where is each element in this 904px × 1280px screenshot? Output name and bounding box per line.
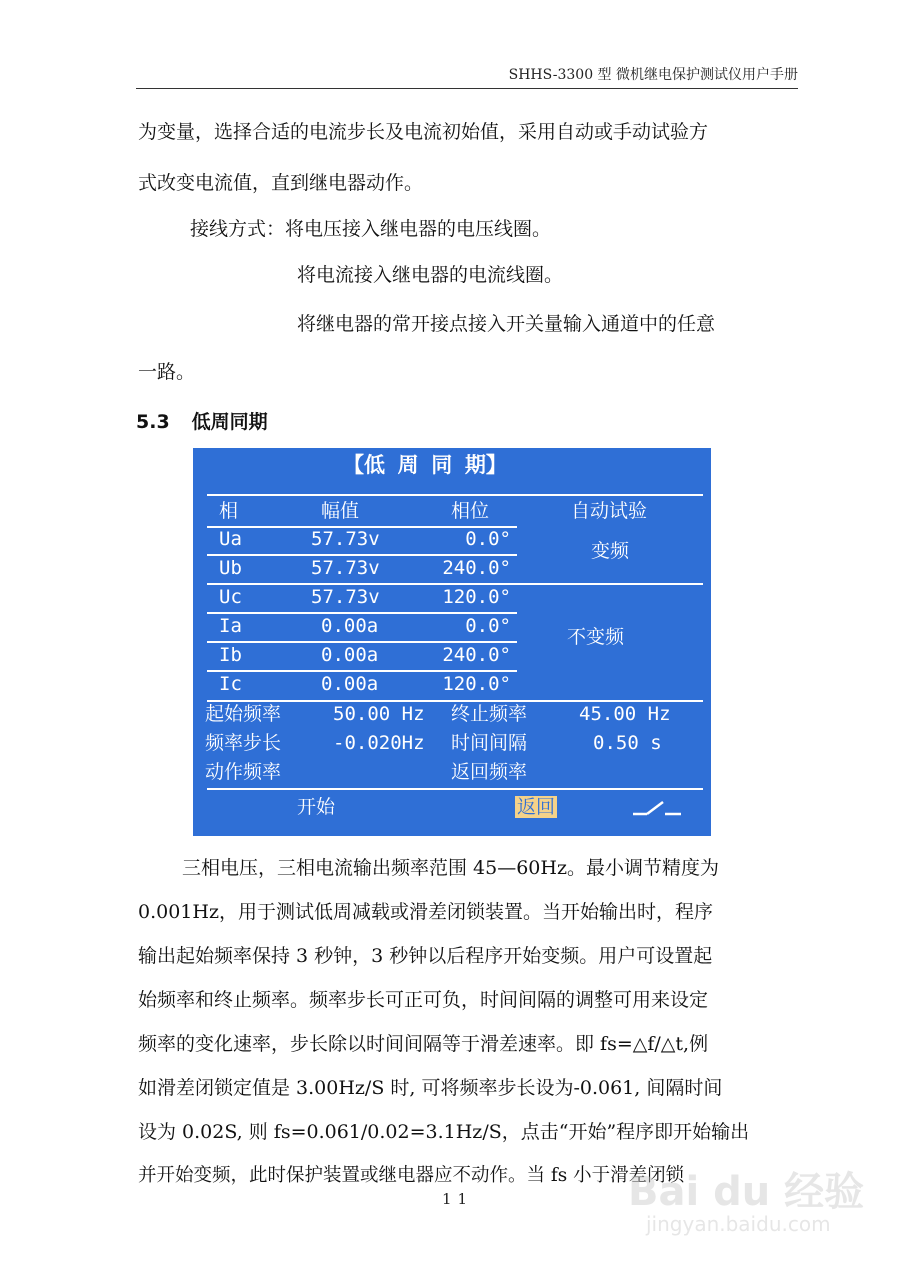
- section-title: 低周同期: [191, 411, 268, 433]
- end-freq-value[interactable]: 45.00 Hz: [579, 703, 671, 725]
- baidu-watermark: [628, 1160, 865, 1250]
- header-phase: 相: [219, 500, 239, 522]
- row-amplitude-ib[interactable]: 0.00a: [321, 644, 379, 666]
- interval-value[interactable]: 0.50 s: [593, 732, 662, 754]
- section-number: 5.3: [136, 411, 170, 433]
- mode-vary-freq[interactable]: 变频: [591, 540, 630, 562]
- row-angle-ub[interactable]: 240.0°: [442, 557, 511, 579]
- body-line-5: 频率的变化速率，步长除以时间间隔等于滑差速率。即 fs=△f/△t,例: [138, 1033, 709, 1055]
- wiring-line-1: 接线方式：将电压接入继电器的电压线圈。: [190, 218, 552, 240]
- divider: [207, 700, 703, 702]
- header-amplitude: 幅值: [321, 500, 360, 522]
- step-value[interactable]: -0.020Hz: [333, 732, 425, 754]
- screen-title: 【低 周 同 期】: [343, 453, 507, 477]
- body-line-2: 0.001Hz，用于测试低周减载或滑差闭锁装置。当开始输出时，程序: [138, 901, 713, 923]
- page-header: SHHS-3300 型 微机继电保护测试仪用户手册: [136, 64, 798, 89]
- wiring-line-3: 将继电器的常开接点接入开关量输入通道中的任意: [297, 313, 716, 335]
- body-line-6: 如滑差闭锁定值是 3.00Hz/S 时, 可将频率步长设为-0.061, 间隔时间: [138, 1077, 723, 1099]
- body-line-3: 输出起始频率保持 3 秒钟，3 秒钟以后程序开始变频。用户可设置起: [138, 945, 713, 967]
- body-line-4: 始频率和终止频率。频率步长可正可负，时间间隔的调整可用来设定: [138, 989, 709, 1011]
- divider: [207, 670, 517, 672]
- row-phase-ub: Ub: [219, 557, 242, 579]
- intro-line-1: 为变量，选择合适的电流步长及电流初始值，采用自动或手动试验方: [138, 121, 709, 143]
- divider: [207, 641, 517, 643]
- body-line-8: 并开始变频，此时保护装置或继电器应不动作。当 fs 小于滑差闭锁: [138, 1165, 685, 1186]
- watermark-brand: Bai du 经验: [628, 1169, 865, 1215]
- divider: [207, 554, 517, 556]
- start-freq-label: 起始频率: [205, 703, 282, 725]
- row-amplitude-ic[interactable]: 0.00a: [321, 673, 379, 695]
- row-phase-ua: Ua: [219, 528, 242, 550]
- wiring-line-4: 一路。: [138, 361, 196, 383]
- page-number: 11: [442, 1190, 474, 1208]
- divider: [207, 788, 703, 790]
- row-amplitude-ub[interactable]: 57.73v: [311, 557, 380, 579]
- wiring-line-2: 将电流接入继电器的电流线圈。: [297, 264, 564, 286]
- interval-label: 时间间隔: [451, 732, 528, 754]
- step-label: 频率步长: [205, 732, 282, 754]
- return-freq-label: 返回频率: [451, 761, 528, 783]
- row-angle-ia[interactable]: 0.0°: [465, 615, 511, 637]
- row-angle-uc[interactable]: 120.0°: [442, 586, 511, 608]
- row-amplitude-uc[interactable]: 57.73v: [311, 586, 380, 608]
- watermark-url: jingyan.baidu.com: [646, 1212, 831, 1236]
- row-amplitude-ua[interactable]: 57.73v: [311, 528, 380, 550]
- end-freq-label: 终止频率: [451, 703, 528, 725]
- section-heading: [136, 407, 268, 434]
- switch-open-icon: [633, 798, 683, 818]
- divider: [207, 494, 703, 496]
- row-phase-ic: Ic: [219, 673, 242, 695]
- body-line-7: 设为 0.02S, 则 fs=0.061/0.02=3.1Hz/S，点击“开始”程序即开始输出: [138, 1121, 750, 1143]
- row-angle-ib[interactable]: 240.0°: [442, 644, 511, 666]
- divider: [207, 612, 517, 614]
- body-line-1: 三相电压，三相电流输出频率范围 45—60Hz。最小调节精度为: [182, 857, 719, 879]
- header-angle: 相位: [451, 500, 490, 522]
- device-screen: [193, 448, 711, 836]
- start-button[interactable]: 开始: [297, 796, 336, 818]
- mode-fixed-freq[interactable]: 不变频: [567, 626, 625, 648]
- header-mode: 自动试验: [571, 500, 648, 522]
- intro-line-2: 式改变电流值，直到继电器动作。: [138, 172, 424, 194]
- row-phase-ib: Ib: [219, 644, 242, 666]
- row-amplitude-ia[interactable]: 0.00a: [321, 615, 379, 637]
- row-angle-ua[interactable]: 0.0°: [465, 528, 511, 550]
- back-button[interactable]: 返回: [517, 796, 556, 818]
- row-phase-uc: Uc: [219, 586, 242, 608]
- divider: [207, 583, 703, 585]
- row-phase-ia: Ia: [219, 615, 242, 637]
- start-freq-value[interactable]: 50.00 Hz: [333, 703, 425, 725]
- row-angle-ic[interactable]: 120.0°: [442, 673, 511, 695]
- action-freq-label: 动作频率: [205, 761, 282, 783]
